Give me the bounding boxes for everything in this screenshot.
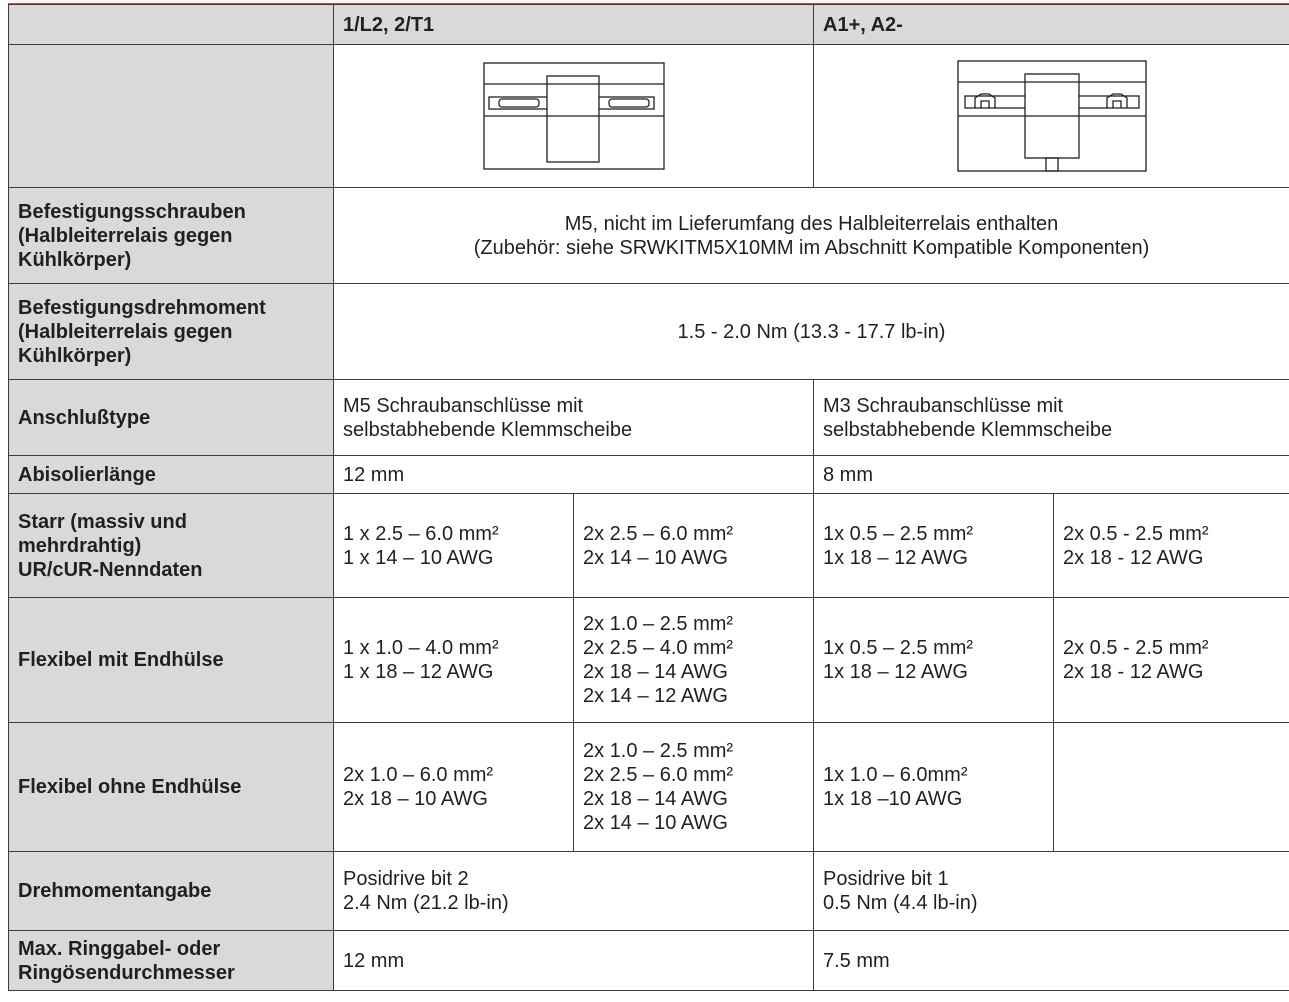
row-flex-ferrule — [9, 598, 1289, 723]
value-rigid-control-single: 1x 0.5 – 2.5 mm² 1x 18 – 12 AWG — [814, 494, 1054, 598]
header-empty-cell — [9, 5, 334, 45]
value-mounting-screws: M5, nicht im Lieferumfang des Halbleiterrelais enthalten (Zubehör: siehe SRWKITM5X10MM im Abschnitt Kompatible Komponenten) — [334, 188, 1289, 284]
value-flex-no-ferrule-power-double: 2x 1.0 – 2.5 mm² 2x 2.5 – 6.0 mm² 2x 18 – 14 AWG 2x 14 – 10 AWG — [574, 723, 814, 852]
row-terminal-type — [9, 380, 1289, 456]
value-torque-control: Posidrive bit 1 0.5 Nm (4.4 lb-in) — [814, 852, 1289, 931]
value-ring-lug-power: 12 mm — [334, 931, 814, 991]
label-mounting-torque: Befestigungsdrehmoment (Halbleiterrelais gegen Kühlkörper) — [9, 284, 334, 380]
label-mounting-screws: Befestigungsschrauben (Halbleiterrelais gegen Kühlkörper) — [9, 188, 334, 284]
row-ring-lug — [9, 931, 1289, 991]
value-flex-ferrule-power-single: 1 x 1.0 – 4.0 mm² 1 x 18 – 12 AWG — [334, 598, 574, 723]
control-terminal-drawing — [957, 60, 1147, 172]
label-flex-no-ferrule: Flexibel ohne Endhülse — [9, 723, 334, 852]
value-ring-lug-control: 7.5 mm — [814, 931, 1289, 991]
value-flex-ferrule-power-double: 2x 1.0 – 2.5 mm² 2x 2.5 – 4.0 mm² 2x 18 – 14 AWG 2x 14 – 12 AWG — [574, 598, 814, 723]
row-strip-length — [9, 456, 1289, 494]
header-control-terminals: A1+, A2- — [814, 5, 1289, 45]
label-terminal-type: Anschlußtype — [9, 380, 334, 456]
diagram-row — [9, 45, 1289, 188]
header-power-terminals: 1/L2, 2/T1 — [334, 5, 814, 45]
power-terminal-diagram — [334, 45, 814, 188]
value-flex-no-ferrule-control-single: 1x 1.0 – 6.0mm² 1x 18 –10 AWG — [814, 723, 1054, 852]
value-terminal-type-control: M3 Schraubanschlüsse mit selbstabhebende Klemmscheibe — [814, 380, 1289, 456]
row-torque — [9, 852, 1289, 931]
terminal-spec-table — [8, 4, 1289, 991]
row-rigid — [9, 494, 1289, 598]
value-torque-power: Posidrive bit 2 2.4 Nm (21.2 lb-in) — [334, 852, 814, 931]
label-torque: Drehmomentangabe — [9, 852, 334, 931]
value-rigid-control-double: 2x 0.5 - 2.5 mm² 2x 18 - 12 AWG — [1054, 494, 1289, 598]
diagram-label-cell — [9, 45, 334, 188]
row-flex-no-ferrule — [9, 723, 1289, 852]
value-strip-length-power: 12 mm — [334, 456, 814, 494]
value-flex-no-ferrule-control-double — [1054, 723, 1289, 852]
value-flex-no-ferrule-power-single: 2x 1.0 – 6.0 mm² 2x 18 – 10 AWG — [334, 723, 574, 852]
table-header-row — [9, 5, 1289, 45]
label-strip-length: Abisolierlänge — [9, 456, 334, 494]
value-rigid-power-single: 1 x 2.5 – 6.0 mm² 1 x 14 – 10 AWG — [334, 494, 574, 598]
value-terminal-type-power: M5 Schraubanschlüsse mit selbstabhebende Klemmscheibe — [334, 380, 814, 456]
label-ring-lug: Max. Ringgabel- oder Ringösendurchmesser — [9, 931, 334, 991]
power-terminal-drawing — [483, 62, 665, 170]
label-rigid: Starr (massiv und mehrdrahtig) UR/cUR-Nenndaten — [9, 494, 334, 598]
control-terminal-diagram — [814, 45, 1289, 188]
value-flex-ferrule-control-double: 2x 0.5 - 2.5 mm² 2x 18 - 12 AWG — [1054, 598, 1289, 723]
value-flex-ferrule-control-single: 1x 0.5 – 2.5 mm² 1x 18 – 12 AWG — [814, 598, 1054, 723]
row-mounting-screws — [9, 188, 1289, 284]
value-mounting-torque: 1.5 - 2.0 Nm (13.3 - 17.7 lb-in) — [334, 284, 1289, 380]
value-rigid-power-double: 2x 2.5 – 6.0 mm² 2x 14 – 10 AWG — [574, 494, 814, 598]
value-strip-length-control: 8 mm — [814, 456, 1289, 494]
label-flex-ferrule: Flexibel mit Endhülse — [9, 598, 334, 723]
row-mounting-torque — [9, 284, 1289, 380]
